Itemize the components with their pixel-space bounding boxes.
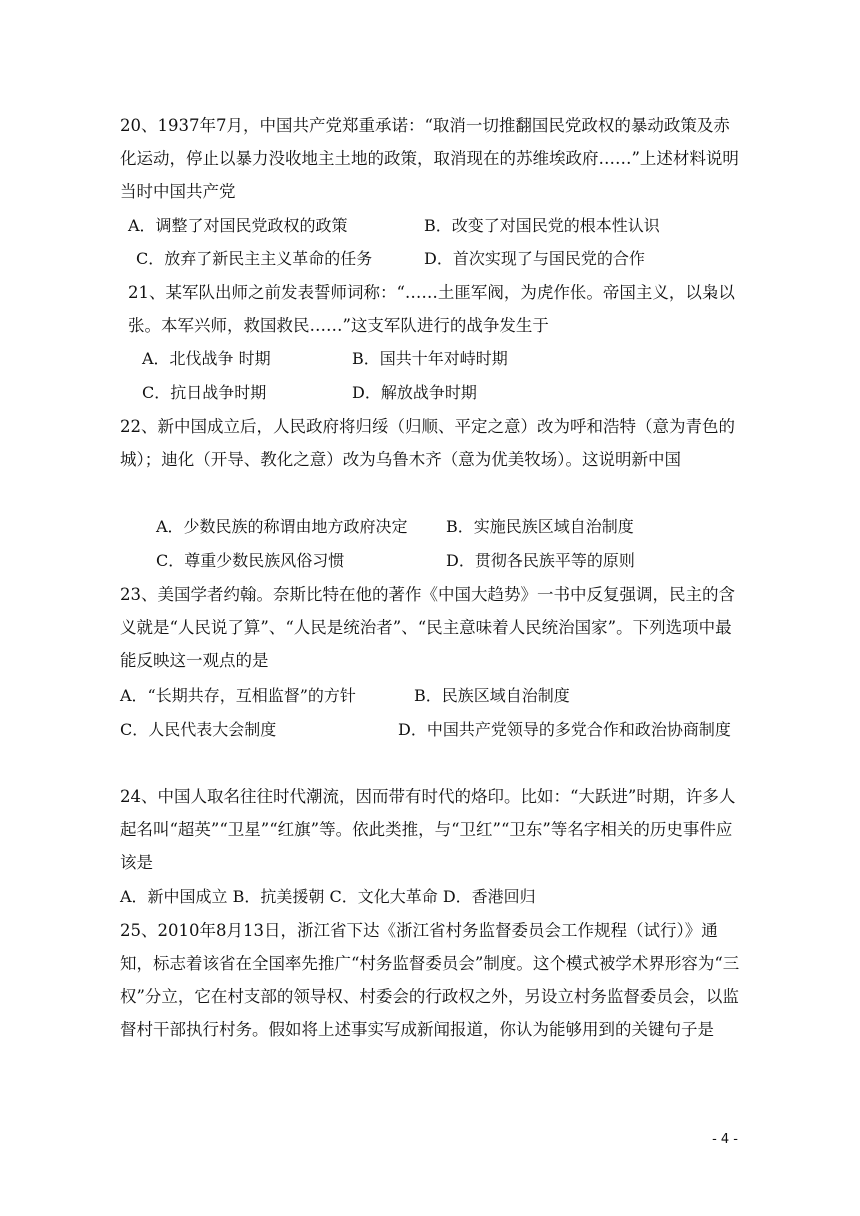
question-23-option-c: C．人民代表大会制度: [120, 720, 277, 739]
question-20-option-a: A．调整了对国民党政权的政策: [128, 216, 348, 235]
question-24-stem: 24、中国人取名往往时代潮流，因而带有时代的烙印。比如：“大跃进”时期，许多人起名叫“超英”“卫星”“红旗”等。依此类推，与“卫红”“卫东”等名字相关的历史事件应该是: [120, 787, 736, 872]
question-25-stem: 25、2010年8月13日，浙江省下达《浙江省村务监督委员会工作规程（试行）》通知，标志着该省在全国率先推广“村务监督委员会”制度。这个模式被学术界形容为“三权”分立，它在村支部的领导权、村委会的行政权之外，另设立村务监督委员会，以监督村干部执行村务。假如将上述事实写成新闻报道，你认为能够用到的关键句子是: [120, 921, 740, 1039]
question-20-option-d: D．首次实现了与国民党的合作: [424, 249, 645, 268]
question-23-option-d-text: D．中国共产党领导的多党合作和政治协商制度: [398, 720, 731, 739]
page-number: - 4 -: [712, 1132, 738, 1147]
question-22-option-a: A．少数民族的称谓由地方政府决定: [156, 517, 408, 536]
question-23-option-a: A．“长期共存，互相监督”的方针: [120, 686, 356, 705]
question-22-stem: 22、新中国成立后，人民政府将归绥（归顺、平定之意）改为呼和浩特（意为青色的城）；迪化（开导、教化之意）改为乌鲁木齐（意为优美牧场）。这说明新中国: [120, 417, 735, 469]
question-21-option-a: A．北伐战争 时期: [142, 349, 271, 368]
question-20-option-b: B．改变了对国民党的根本性认识: [424, 216, 660, 235]
question-23-option-b: B．民族区域自治制度: [414, 686, 570, 705]
question-23-option-d: [398, 713, 742, 746]
question-21-option-c: C．抗日战争时期: [142, 383, 267, 402]
question-22-option-d: D．贯彻各民族平等的原则: [446, 551, 635, 570]
question-24-options: A．新中国成立 B．抗美援朝 C．文化大革命 D．香港回归: [120, 887, 536, 906]
question-21-option-d: D．解放战争时期: [352, 383, 477, 402]
question-20-stem: 20、1937年7月，中国共产党郑重承诺：“取消一切推翻国民党政权的暴动政策及赤化运动，停止以暴力没收地主土地的政策，取消现在的苏维埃政府……”上述材料说明当时中国共产党: [120, 116, 739, 201]
question-20-option-c: C．放弃了新民主主义革命的任务: [136, 249, 373, 268]
question-22-option-b: B．实施民族区域自治制度: [446, 517, 634, 536]
question-22-option-c: C．尊重少数民族风俗习惯: [156, 551, 345, 570]
question-23-stem: 23、美国学者约翰。奈斯比特在他的著作《中国大趋势》一书中反复强调，民主的含义就是“人民说了算”、“人民是统治者”、“民主意味着人民统治国家”。下列选项中最能反映这一观点的是: [120, 585, 735, 670]
question-21-option-b: B．国共十年对峙时期: [352, 349, 508, 368]
question-21-stem: 21、某军队出师之前发表誓师词称：“……土匪军阀，为虎作伥。帝国主义，以枭以张。本军兴师，救国救民……”这支军队进行的战争发生于: [128, 283, 735, 335]
